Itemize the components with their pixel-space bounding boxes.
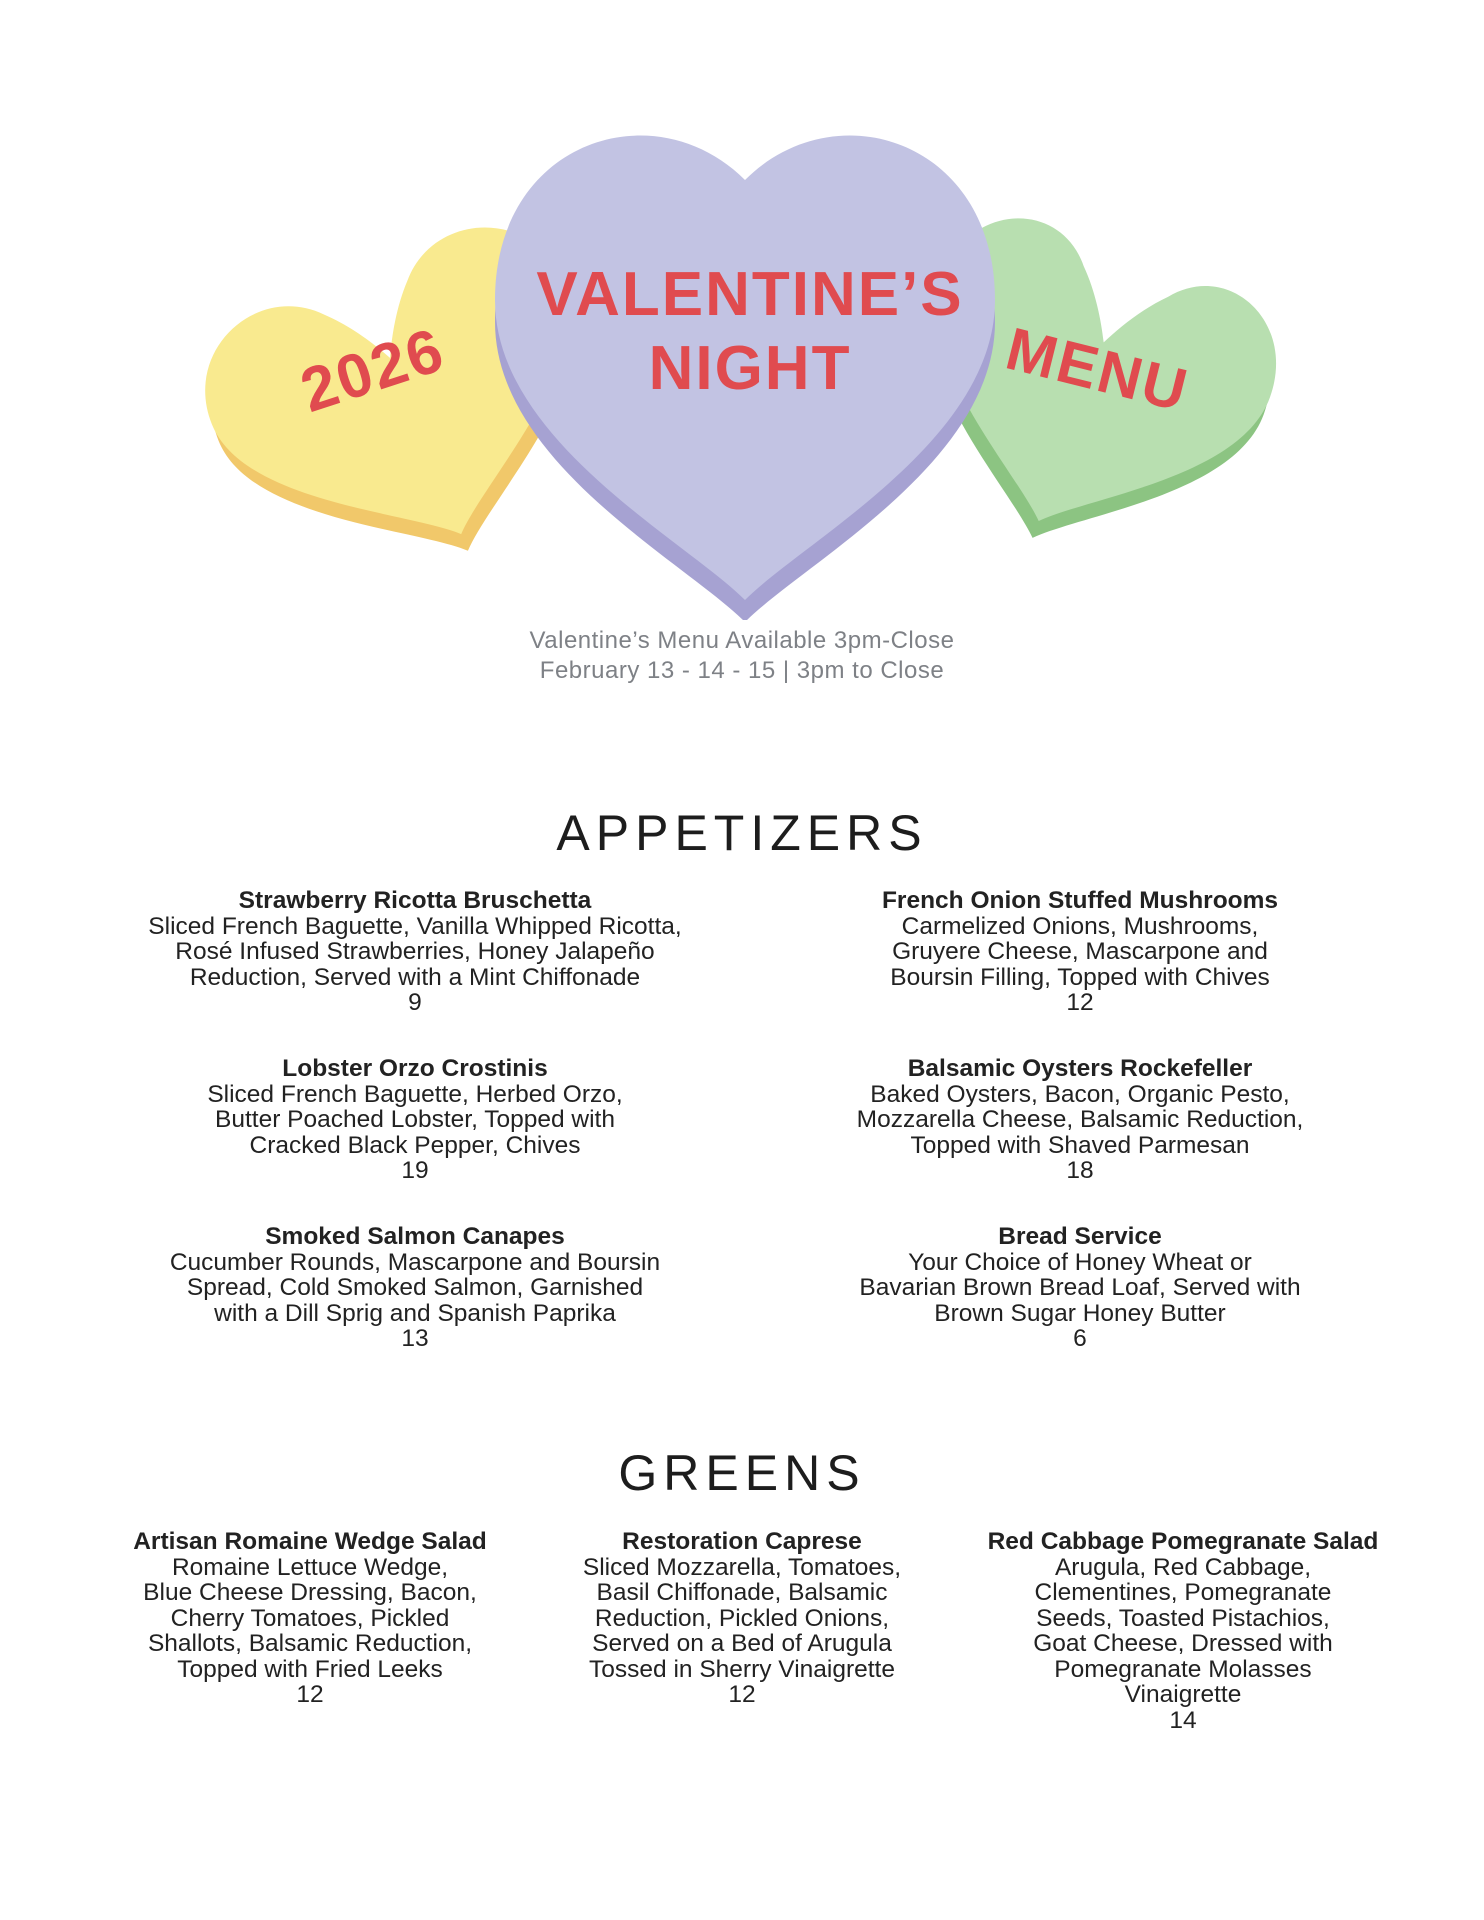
menu-item-name: French Onion Stuffed Mushrooms [881, 887, 1279, 914]
availability-line-1: Valentine’s Menu Available 3pm-Close [529, 627, 955, 654]
menu-item-price: 12 [728, 1681, 756, 1708]
menu-item-name: Bread Service [998, 1223, 1162, 1250]
menu-item [760, 1056, 1400, 1184]
menu-item-name: Smoked Salmon Canapes [265, 1223, 565, 1250]
candy-hearts-banner [0, 0, 1484, 620]
title-line-1: VALENTINE’S [536, 260, 964, 329]
menu-item-description: Sliced French Baguette, Vanilla Whipped Ricotta, Rosé Infused Strawberries, Honey Jalapeño Reduction, Served with a Mint Chiffonade [148, 912, 682, 991]
menu-item [90, 1224, 740, 1352]
menu-item-name: Artisan Romaine Wedge Salad [133, 1528, 487, 1555]
year-label: 2026 [292, 315, 453, 426]
menu-item-price: 14 [1169, 1706, 1197, 1734]
menu-item-description: Arugula, Red Cabbage, Clementines, Pomegranate Seeds, Toasted Pistachios, Goat Cheese, Dressed with Pomegranate Molasses Vinaigrette [1033, 1553, 1333, 1708]
menu-item-price: 6 [1073, 1325, 1087, 1352]
menu-item-price: 13 [401, 1325, 429, 1352]
menu-item-description: Your Choice of Honey Wheat or Bavarian Brown Bread Loaf, Served with Brown Sugar Honey Butter [859, 1248, 1301, 1327]
page-title [520, 258, 980, 406]
menu-item-price: 12 [296, 1681, 324, 1708]
menu-item-description: Romaine Lettuce Wedge, Blue Cheese Dressing, Bacon, Cherry Tomatoes, Pickled Shallots, Balsamic Reduction, Topped with Fried Leeks [143, 1553, 477, 1683]
menu-item-description: Sliced Mozzarella, Tomatoes, Basil Chiffonade, Balsamic Reduction, Pickled Onions, Served on a Bed of Arugula Tossed in Sherry Vinaigrette [582, 1553, 902, 1683]
availability-info [0, 626, 1484, 686]
menu-item-name: Strawberry Ricotta Bruschetta [238, 887, 592, 914]
menu-item-price: 9 [408, 989, 422, 1016]
availability-line-2: February 13 - 14 - 15 | 3pm to Close [539, 657, 945, 684]
menu-item [90, 1056, 740, 1184]
menu-item-description: Baked Oysters, Bacon, Organic Pesto, Mozzarella Cheese, Balsamic Reduction, Topped with Shaved Parmesan [856, 1080, 1304, 1159]
appetizers-heading: APPETIZERS [556, 805, 928, 861]
menu-item [542, 1529, 942, 1708]
menu-item-description: Cucumber Rounds, Mascarpone and Boursin Spread, Cold Smoked Salmon, Garnished with a Dill Sprig and Spanish Paprika [169, 1248, 661, 1327]
menu-item-name: Red Cabbage Pomegranate Salad [987, 1528, 1379, 1555]
greens-heading: GREENS [618, 1445, 866, 1501]
menu-item-name: Lobster Orzo Crostinis [282, 1055, 548, 1082]
menu-item-price: 12 [1066, 989, 1094, 1016]
title-line-2: NIGHT [648, 334, 852, 403]
menu-item-description: Sliced French Baguette, Herbed Orzo, Butter Poached Lobster, Topped with Cracked Black Pepper, Chives [207, 1080, 623, 1159]
menu-item [100, 1529, 520, 1708]
menu-item [968, 1529, 1398, 1733]
menu-item [760, 1224, 1400, 1352]
menu-item-name: Balsamic Oysters Rockefeller [907, 1055, 1253, 1082]
menu-item [90, 888, 740, 1016]
menu-item-name: Restoration Caprese [622, 1528, 862, 1555]
menu-item [760, 888, 1400, 1016]
menu-item-description: Carmelized Onions, Mushrooms, Gruyere Cheese, Mascarpone and Boursin Filling, Topped with Chives [890, 912, 1270, 991]
menu-item-price: 19 [401, 1157, 429, 1184]
menu-item-price: 18 [1066, 1157, 1094, 1184]
menu-label: MENU [999, 314, 1196, 425]
